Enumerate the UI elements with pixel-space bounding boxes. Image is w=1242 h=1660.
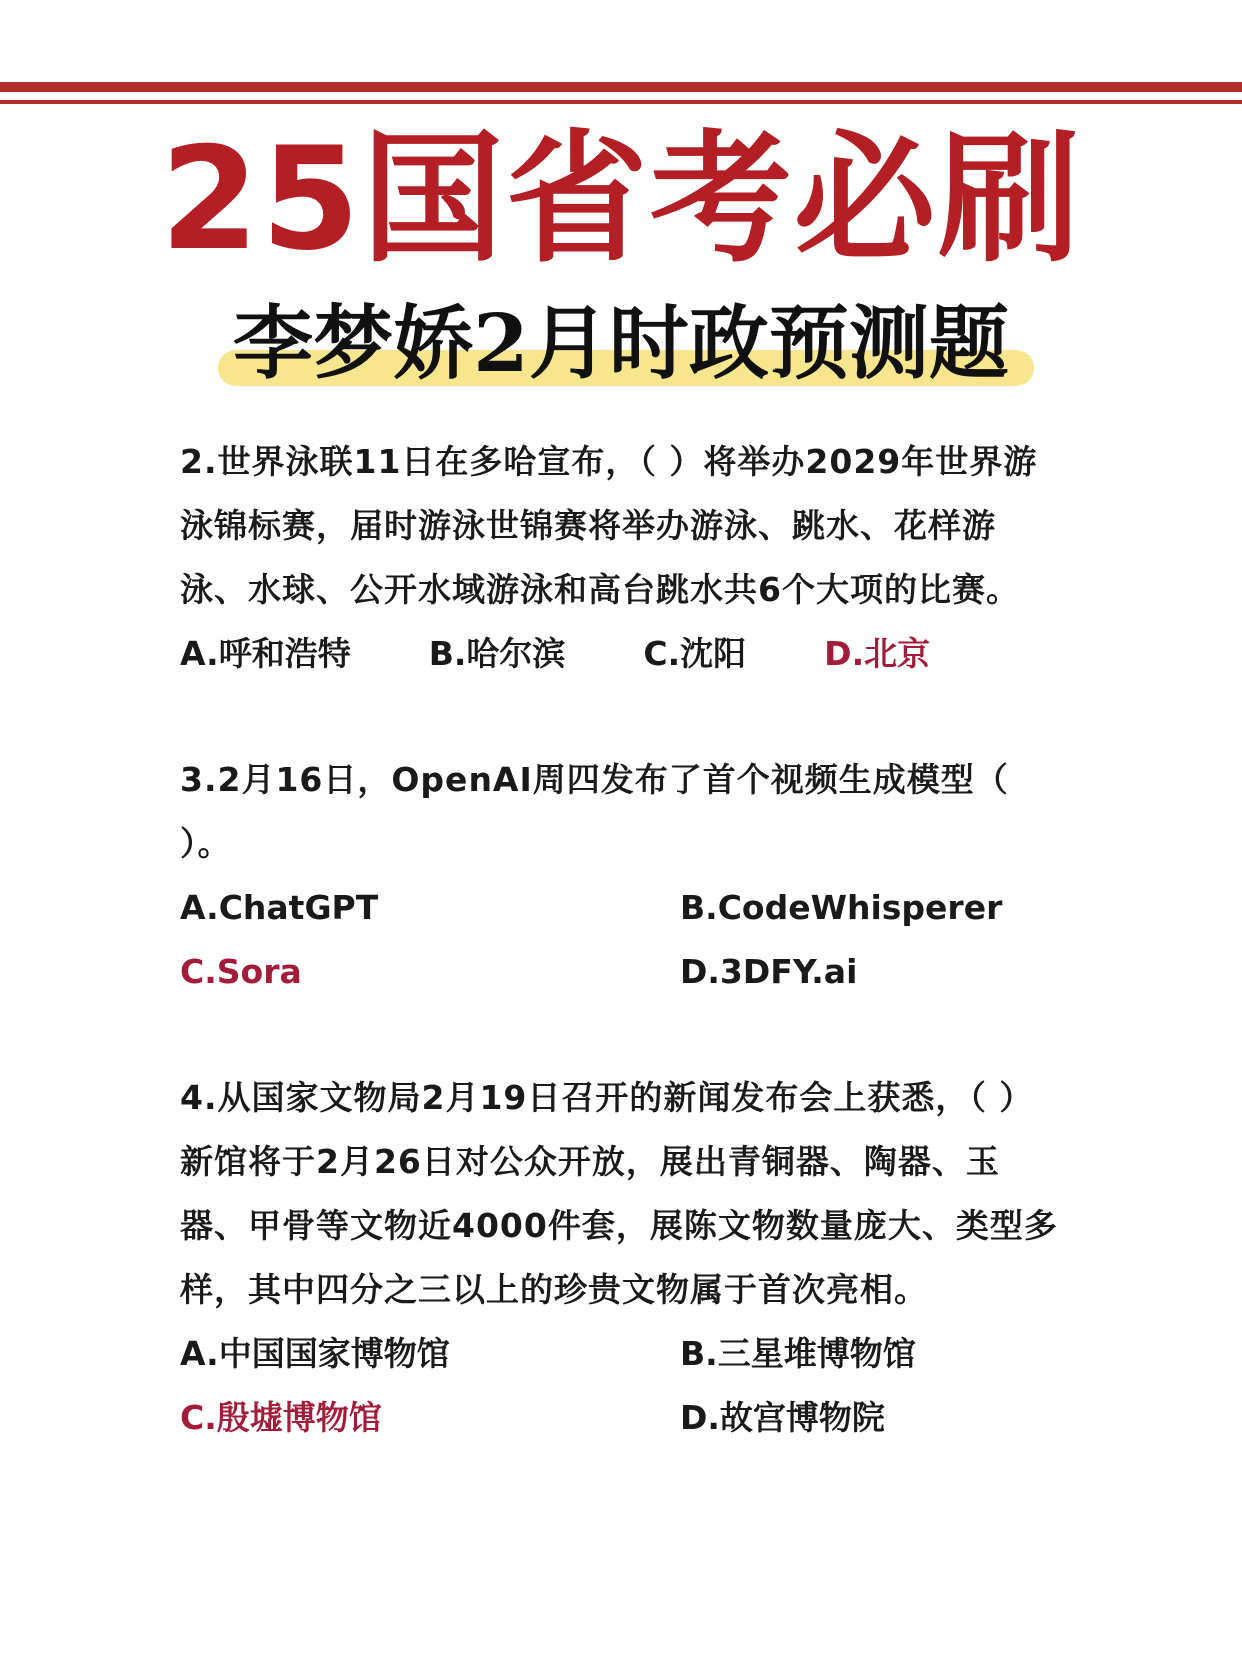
spacer (180, 686, 1060, 748)
spacer (180, 1004, 1060, 1066)
page-subtitle: 李梦娇2月时政预测题 (233, 296, 1009, 390)
options (180, 876, 1060, 1004)
question-text: 3.2月16日，OpenAI周四发布了首个视频生成模型（ ）。 (180, 760, 1009, 863)
question-text: 2.世界泳联11日在多哈宣布，（ ）将举办2029年世界游泳锦标赛，届时游泳世锦赛将举办游泳、跳水、花样游泳、水球、公开水域游泳和高台跳水共6个大项的比赛。 (180, 442, 1038, 609)
option-c-correct: C.Sora (180, 952, 302, 991)
question-4 (180, 1066, 1060, 1450)
question-3 (180, 748, 1060, 1004)
top-rule-thin (0, 100, 1242, 104)
option-a: A.呼和浩特 (180, 634, 351, 673)
question-list (180, 430, 1060, 1450)
option-a: A.中国国家博物馆 (180, 1334, 450, 1373)
option-c-correct: C.殷墟博物馆 (180, 1398, 382, 1437)
option-a: A.ChatGPT (180, 888, 379, 927)
subtitle-block (0, 295, 1242, 405)
top-rule-thick (0, 82, 1242, 92)
options (180, 1322, 1060, 1450)
option-b: B.哈尔滨 (428, 634, 566, 673)
page-title: 25国省考必刷 (160, 117, 1082, 282)
option-d-correct: D.北京 (824, 634, 931, 673)
option-c: C.沈阳 (643, 634, 747, 673)
option-b: B.三星堆博物馆 (680, 1334, 916, 1373)
question-2 (180, 430, 1060, 686)
options (180, 622, 1060, 686)
option-d: D.故宫博物院 (680, 1398, 885, 1437)
option-b: B.CodeWhisperer (680, 888, 1003, 927)
question-text: 4.从国家文物局2月19日召开的新闻发布会上获悉，（ ）新馆将于2月26日对公众开放，展出青铜器、陶器、玉器、甲骨等文物近4000件套，展陈文物数量庞大、类型多样，其中四分之三以上的珍贵文物属于首次亮相。 (180, 1078, 1058, 1309)
option-d: D.3DFY.ai (680, 952, 858, 991)
